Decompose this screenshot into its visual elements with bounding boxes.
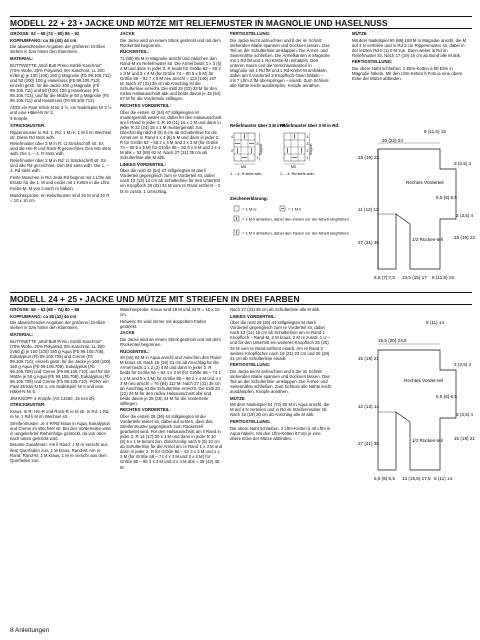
text-paragraph: KOPFUMFANG: ca 36 (40) 44 cm — [10, 37, 77, 43]
svg-text:12 (13) 14: 12 (13) 14 — [358, 404, 379, 409]
text-paragraph: MÜTZE — [230, 395, 245, 401]
text-paragraph: 48 (56) 64 M in Aqua anschl und zwischen den Rand-M kraus str. Nach 15 (19) 21 cm ab Anschlag für die Armel beids 1 x 2 (2) 4 M und dann in jeder 2. R beids für Größe 56 – 62 4 x 3 M (für Größe 68 – 74 1 x 2 M und 5 x 3 M) für Größe 80 – 86 2 x 4 M und 4 x 3 M neu anschl = 76 (94) 112 M. Nach 27 (31) 35 cm ab Anschlag ist die Schulterlinie erreicht. Die mittl 20 (22) 24 M für den rückw Halsausschnitt abk und beids davon je 28 (36) 44 M für die Vorderteile stilllegen. — [120, 355, 222, 406]
svg-text:16 (19) 22: 16 (19) 22 — [358, 155, 379, 160]
pattern-charts — [230, 121, 340, 191]
text-paragraph: RÜCKENTEIL: — [120, 49, 150, 55]
legend — [230, 192, 349, 262]
text-paragraph: RECHTES VORDERTEIL: — [120, 407, 171, 413]
column-4 — [352, 31, 470, 121]
svg-text:Rechtes Vorderteil: Rechtes Vorderteil — [406, 180, 444, 185]
text-paragraph: BUTTINETTE „Woll Butt Primo Söckli Kaschmir" (70% Wolle, 25% Polyamid, 5% Kaschmir, LL 200 m/50 g) je 100 (100) 150 g Magnolie (Fb 99.105.711) und 50 (100) 100 g Haselnuss (Fb 99.105.713); einzeln gestr. für die Jacke 100 g Magnolie (Fb 99.105.711) und 50 (100) 100 g Haselnuss (Fb 99.105.713); und für die Mütze je 50 g Magnolie (Fb 99.105.711) und Haselnuss (Fb 99.105.713). — [10, 62, 111, 103]
text-paragraph: Streifenmuster: Je 4 R/Rd kraus in Aqua, Eukalyptus und Creme im Wechsel str. Bei den Vorderteilen wird in umgekehrter Reihenfolge gestrickt, da von oben nach unten gestrickt wird. — [10, 420, 111, 441]
svg-text:3 (3,5) 4: 3 (3,5) 4 — [454, 362, 472, 367]
svg-text:8 (11) 14: 8 (11) 14 — [434, 476, 453, 481]
text-paragraph: Feste Maschen in Rd: Jede Rd beginnt mit 1 Lftm als Ersatz für die 1. M und endet mit 1 Kettm in die Lftm. — [10, 174, 112, 185]
page — [10, 6, 475, 634]
column-2 — [120, 307, 222, 607]
svg-text:5,5 (6) 6,5: 5,5 (6) 6,5 — [374, 476, 395, 481]
section-modell-24-25 — [10, 292, 475, 612]
svg-text:= 1 M li abheben, dabei den Fa: = 1 M li abheben, dabei den Faden vor der Arbeit langführen — [242, 230, 349, 236]
text-paragraph: Die obere Naht schließen. 2 Lftm-Ketten à 40 Lftm in Aqua häkeln. Mit den Lftm-Ketten lt Foto je eine obere Ecke der Mütze abbinden. — [230, 425, 331, 441]
section-modell-22-23 — [10, 16, 475, 288]
svg-text:1/2 Rücken-teil: 1/2 Rücken-teil — [412, 237, 443, 242]
svg-text:15 (18) 21: 15 (18) 21 — [358, 356, 379, 361]
text-paragraph: ADDI ein Paar Strick-N Nr 3 ½, ein Nadelspiel Nr 3 ½ und eine Häkel-N Nr 3. — [10, 104, 112, 115]
chart1-note: 1. – 4. R stets wdh. — [230, 172, 263, 176]
chart2-title: Reliefmuster über 3 M in Rd: — [280, 123, 340, 128]
text-paragraph: RECHTES VORDERTEIL: — [120, 102, 171, 108]
text-paragraph: MATERIAL: — [10, 55, 34, 61]
text-paragraph: GRÖSSE: 56 – 62 (68 – 74) 80 – 86 — [10, 307, 80, 312]
text-paragraph: STRICKMUSTER: — [10, 122, 46, 128]
svg-text:15 (18) 21: 15 (18) 21 — [454, 436, 475, 441]
svg-text:20 (22) 24: 20 (22) 24 — [382, 138, 403, 143]
svg-text:5,5 (6) 6,5: 5,5 (6) 6,5 — [436, 195, 457, 200]
text-paragraph: GRÖSSE: 62 – 68 (74 – 80) 86 – 92 — [10, 31, 80, 36]
svg-text:8 (11,5) 15: 8 (11,5) 15 — [424, 129, 446, 134]
text-paragraph: MÜTZE — [352, 31, 367, 36]
chart2-note: 1. – 4. Rd stets wdh. — [280, 172, 315, 176]
svg-text:2: 2 — [231, 149, 233, 153]
column-3 — [230, 307, 332, 607]
svg-text:4: 4 — [306, 135, 309, 139]
svg-text:MS: MS — [241, 165, 247, 169]
text-paragraph: Mit dem Nadelspiel 64 (72) 80 M in Aqua anschl, die M auf 4 N verteilen und in Rd im Streifenmuster str. Nach 18 (19) 20 cm ab Anschlag alle M abk. — [230, 402, 330, 418]
text-paragraph: FERTIGSTELLUNG: — [230, 31, 271, 36]
text-paragraph: LINKES VORDERTEIL: — [120, 161, 167, 167]
text-paragraph: Maschenprobe: Im Reliefmuster sind 26 M und 40 R = 10 x 10 cm. — [10, 193, 110, 204]
text-paragraph: Die obere Naht schließen. 2 Eltm-Ketten à 60 Eltm in Magnolie häkeln. Mit den Lftm-Ketten lt Foto je eine obere Ecke der Mütze abbinden. — [352, 66, 463, 82]
column-1 — [10, 31, 112, 289]
svg-text:1: 1 — [306, 156, 309, 160]
schematic-1 — [348, 119, 475, 289]
text-paragraph: Die Jacke leicht anfeuchten und lt der im Schnitt stehenden Maße spannen und trocknen lassen. Das Teil an der Schulterlinie umklappen. Die Ärmel- und Seitennähte schließen. Zum Schluss alle Nähte leicht ausdämpfen. Knöpfe annähen. — [230, 368, 332, 395]
text-paragraph: Reliefmuster über 3 M in R: Lt Strickschrift str. Es sind die Hin-R und Rück-R gezeichnet. Den MS stets wdh. Die 1. – 4. R stets wdh. — [10, 141, 112, 157]
svg-text:27 (31) 35: 27 (31) 35 — [358, 240, 379, 245]
svg-text:Rapport: Rapport — [309, 143, 313, 155]
chart1-title: Reliefmuster über 3 M in R: — [230, 123, 287, 128]
text-paragraph: BUTTINETTE „Woll Butt Primo Söckli Kaschmir" (70% Wolle, 25% Polyamid, 5% Kaschmir, LL 200 m/50 g) je 100 (100) 150 g Aqua (Fb 99.105.708), Eukalyptus (Fb 99.105.709) und Creme (Fb 99.105.710); einzeln gestr. für die Jacke je 100 (100) 150 g Aqua (Fb 99.105.708), Eukalyptus (Fb 99.105.709) und Creme (Fb 99.105.710); und für die Mütze je 50 g Aqua (Fb 99.105.708), Eukalyptus (Fb 99.105.709) und Creme (Fb 99.105.710). PONY ein Paar Stricks-N Nr 4, ein Nadelspiel Nr 6 und eine Häkel-N Nr 5. — [10, 338, 111, 395]
text-paragraph: Über die restl 42 (54) 67 stillgelegten M das li Vorderteil gegengleich zum re Vorderteil str, dabei nach 12 (13) 14 cm ab Schulterlinie für den Untertritt ein Knopfloch 28 (31) 34 M vom re Rand entfernt – 2 M re zusstr, 1 Umschlag. — [120, 168, 221, 194]
text-paragraph: Nach 27 (31) 35 cm ab Schulterlinie alle M abk. — [230, 307, 321, 312]
text-paragraph: 71 (80) 89 M in Magnolie anschl und zwischen den Rand-M im Reliefmuster str. Die Armel beids 1 x 3 (5) 4 M und dann in jeder 2. R beids für Größe 62 – 68 2 x 3 M und 3 x 4 M (für Größe 74 – 80 5 x 5 M) für Größe 86 – 92 7 x 5 M neu anschl = 113 (140) 167 M. Nach 27 (31) 35 cm ab Anschlag ist die Schulterlinie erreicht. Die mittl 29 (32) 33 M für den rückw Halsausschnitt abk und beids davon je 42 (54) 67 M für die Vorderteile stilllegen. — [120, 55, 222, 102]
text-paragraph: JIM KNOPF 4 Knöpfe (Art 13360, 15 mm Ø). — [10, 395, 96, 401]
svg-text:3 (3,5) 4: 3 (3,5) 4 — [456, 213, 474, 218]
text-paragraph: JACKE — [120, 31, 135, 36]
svg-text:8 (11,5) 15: 8 (11,5) 15 — [432, 275, 454, 280]
svg-text:MS: MS — [291, 165, 297, 169]
section-title: MODELL 24 + 25 • JACKE UND MÜTZE MIT STREIFEN IN DREI FARBEN — [10, 292, 472, 305]
text-paragraph: Die Jacke wird an einem Stück gestrickt und mit dem Rückenteil begonnen. — [120, 337, 221, 348]
svg-text:11 (12) 13: 11 (12) 13 — [358, 207, 379, 212]
svg-text:13 (15,5) 17,5: 13 (15,5) 17,5 — [402, 476, 431, 481]
chart2-grid — [284, 133, 313, 169]
chart1-grid — [231, 133, 263, 169]
text-paragraph: Über die ersten 42 (54) 67 stillgelegten M mustergemäß weiter str, dabei für den Halsausschnitt am li Rand in jeder 2. R 10 (11) 16 x 1 M und dann in jeder R 22 (24) 18 x 1 M mustergemäß zun. Gleichzeitig nach 8 (9) 9 cm ab Schulterlinie für die Armel am re Rand 1 x 4 (5) 5 M und dann in jeder 2. R für Größe 62 – 68 2 x 4 M und 3 x 3 M (für Größe 74 – 80 5 x 5 M) für Größe 86 – 92 6 x 5 M und 1 x 4 M abk = 53 (59) 62 M. Nach 27 (31) 35 cm ab Schulterlinie alle M abk. — [120, 109, 222, 161]
svg-text:3: 3 — [306, 142, 309, 146]
svg-text:3 (3,5) 4: 3 (3,5) 4 — [456, 412, 474, 417]
svg-text:16 (19) 22: 16 (19) 22 — [454, 235, 475, 240]
svg-text:5,5 (6) 6,5: 5,5 (6) 6,5 — [436, 394, 457, 399]
svg-text:15,5 (20) 24,5: 15,5 (20) 24,5 — [378, 338, 407, 343]
text-paragraph: 3 Knöpfe. — [10, 116, 29, 122]
column-1 — [10, 307, 112, 607]
page-footer: 8 Anleitungen — [10, 627, 50, 634]
svg-text:= 1 M li abheben, dabei den Fa: = 1 M li abheben, dabei den Faden vor der Arbeit langführen — [242, 216, 349, 222]
text-paragraph: Über die ersten 28 (36) 44 stillgelegten M die Vorderteile weiter str, dabei auf achten, dass das Streifenmuster gegengleich zum Rückenteil gearbeitet wird. Für den Halsausschnitt am li Rand in jeder 2. R 14 (17) 20 x 1 M und dann in jeder R 10 (8) 6 x 1 M betont zun. Gleichzeitig nach 9 (9) 10 cm ab Schulterlinie für die Armel am re Rand 1 x 3 M und dann in jeder 2. R für Größe 56 – 62 3 x 3 M und 1 x 2 M (für Größe 68 – 74 4 x 3 M und 2 x 2 M) für Größe 80 – 86 3 x 3 M und 3 x 4 M abk = 38 (42) 46 M. — [120, 414, 222, 470]
svg-text:3 (3,5) 4: 3 (3,5) 4 — [454, 161, 472, 166]
text-paragraph: LINKES VORDERTEIL: — [230, 313, 277, 319]
svg-text:6,5 (7) 7,5: 6,5 (7) 7,5 — [374, 275, 395, 280]
text-paragraph: Maschenprobe: Kraus sind 18 M und 34 R = 10 x 10 cm. — [120, 307, 220, 318]
text-paragraph: STRICKMUSTER: — [10, 402, 46, 408]
svg-text:2: 2 — [306, 149, 309, 153]
svg-text:27 (31) 35: 27 (31) 35 — [358, 441, 379, 446]
text-paragraph: FERTIGSTELLUNG: — [352, 59, 393, 65]
text-paragraph: RÜCKENTEIL: — [120, 348, 150, 354]
schematic-2 — [348, 310, 475, 490]
text-paragraph: Die Jacke leicht anfeuchten und lt der im Schnitt stehenden Maße spannen und trocknen lassen. Das Teil an der Schulterlinie umklappen. Die Ärmel- und Seitennähte schließen. Die Ärmelkanten in Magnolie mit 1 Rd fM und 1 Rd Krebs-M umhäkeln. Den unteren Saum und die Verschlusskanten in Magnolie mit 1 Rd fM und 1 Rd Krebs-M umhäkeln, dabei am li Vorderteil 2 Knopfloch-Ösen häkeln – mit 7 Lftm 2 fM überspringen – einarb. Zum Schluss alle Nähte leicht ausdämpfen. Knöpfe annähen. — [230, 37, 330, 89]
text-paragraph: Betonte Zunahmen: Am li Rand: 1 M re verschr aus dem Querfaden zun, 1 M kraus, Rand-M. Am re Rand: Rand-M, 1 M kraus, 1 M re verschr aus dem Querfaden zun. — [10, 442, 108, 463]
svg-text:8 (11) 14: 8 (11) 14 — [426, 320, 445, 325]
text-paragraph: Krebs-M: M von li nach re häkeln. — [10, 186, 75, 192]
text-paragraph: Rippenmuster in Rd: 1. Rd: 1 M re, 1 M li im Wechsel str. Diese Rd stets wdh. — [10, 129, 112, 140]
svg-text:= 1 M re: = 1 M re — [242, 206, 257, 212]
text-paragraph: Die Jacke wird an einem Stück gestrickt und mit dem Rückenteil begonnen. — [120, 37, 221, 48]
svg-text:Zeichenerklärung:: Zeichenerklärung: — [230, 196, 269, 201]
svg-text:13,5 (15) 17: 13,5 (15) 17 — [402, 275, 427, 280]
text-paragraph: Mit dem Nadelspiel 90 (98) 108 M in Magnolie anschl, die M auf 4 N verteilen und in Rd 2 cm Rippenmuster str, dabei in der letzten Rd 0 (1) 0 M zun. Dann weiter in Rd im Reliefmuster str. Nach 17 (19) 19 cm ab Bund alle M abk. — [352, 37, 467, 58]
svg-text:3: 3 — [256, 142, 259, 146]
text-paragraph: MATERIAL: — [10, 331, 34, 337]
svg-text:1: 1 — [256, 156, 259, 160]
svg-text:Rechtes Vorder-teil: Rechtes Vorder-teil — [404, 378, 444, 383]
text-paragraph: Die abweichenden Angaben der größeren Größen stehen in bzw hinter den Klammern. — [10, 44, 106, 55]
svg-text:Rapport: Rapport — [259, 143, 263, 155]
text-paragraph: KOPFUMFANG: ca 38 (42) 44 cm — [10, 313, 77, 319]
svg-text:4: 4 — [231, 135, 233, 139]
svg-text:= 1 M li: = 1 M li — [288, 206, 302, 212]
text-paragraph: Hinweis: Es wird immer mit doppeltem Faden gestrickt. — [120, 318, 207, 329]
column-2 — [120, 31, 222, 289]
svg-text:1/2 Rücken-teil: 1/2 Rücken-teil — [412, 438, 443, 443]
text-paragraph: Reliefmuster über 3 M in Rd: Lt Strickschrift str. Es sind alle Rd gezeichnet. Den MS stets wdh. Die 1. – 4. Rd stets wdh. — [10, 157, 109, 174]
text-paragraph: FERTIGSTELLUNG: — [230, 362, 271, 368]
text-paragraph: Kraus: In R: Hin-R und Rück-R re M str. In Rd: 1 Rd re M, 1 Rd li M im Wechsel str. — [10, 409, 109, 420]
text-paragraph: Über die restl 28 (36) 44 stillgelegten M das li Vorderteil gegengleich zum re Vorderteil str, dabei nach 13 (14) 15 cm ab Schulterlinie am re Rand 1 Knopfloch – Rand-M, 2 M kraus, 2 M re zusstr, 1 U – und für den Untertritt ein weiteres Knopfloch 25 (25) 26 M vom re Rand entfernt einarb. Am re Rand 2 weitere Knopflöcher nach 19 (21) 23 cm und 25 (28) 31 cm ab Schulterlinie einarb. — [230, 320, 331, 361]
text-paragraph: JACKE — [120, 330, 135, 336]
text-paragraph: Die abweichenden Angaben der größeren Größen stehen in bzw hinter den Klammern. — [10, 320, 106, 331]
section-title: MODELL 22 + 23 • JACKE UND MÜTZE MIT RELIEFMUSTER IN MAGNOLIE UND HASELNUSS — [10, 16, 472, 29]
text-paragraph: FERTIGSTELLUNG: — [230, 419, 271, 425]
column-3 — [230, 31, 330, 121]
